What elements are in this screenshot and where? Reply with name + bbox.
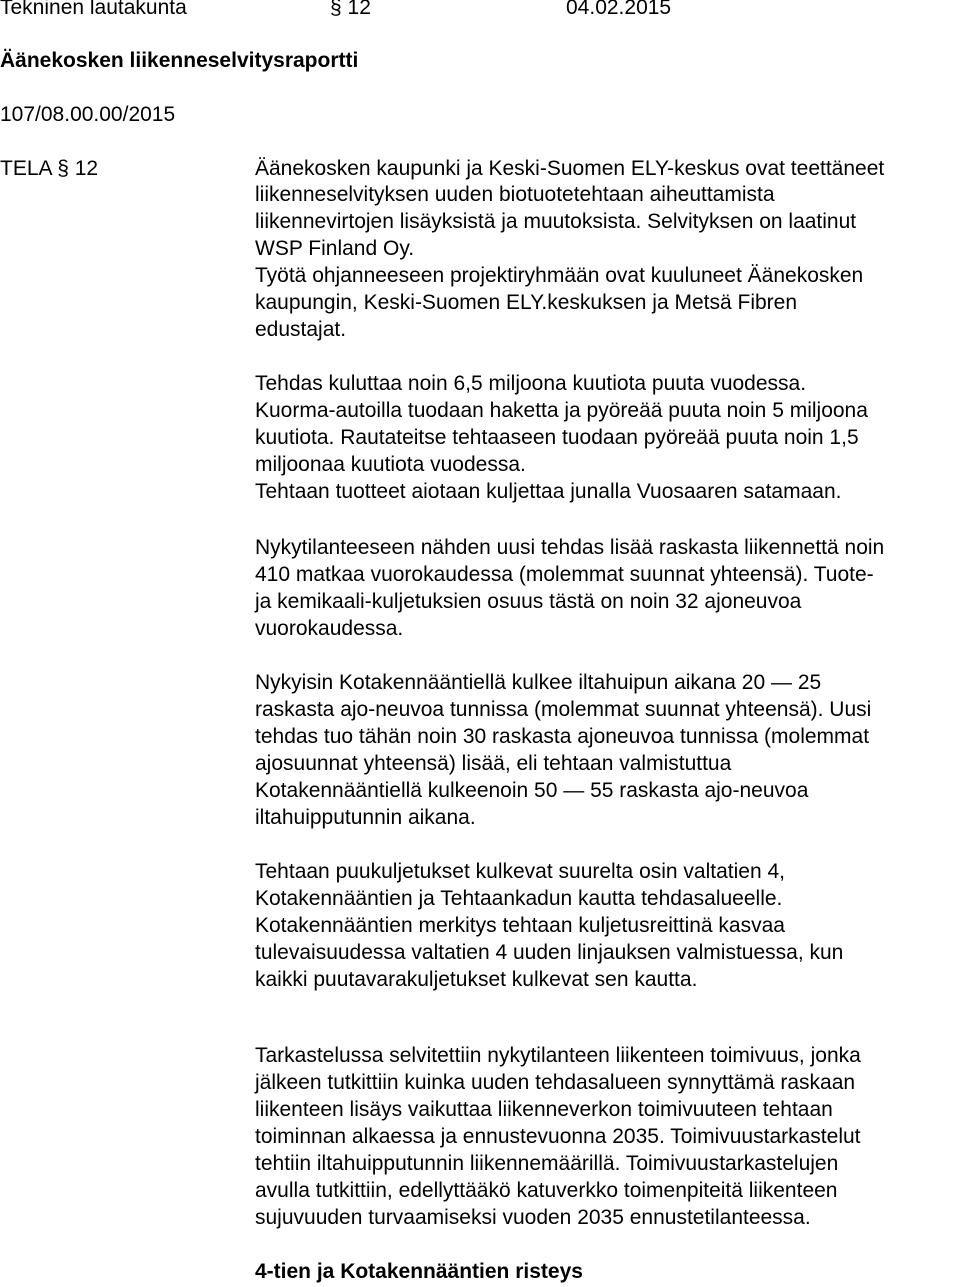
text-line: Kotakennääntiellä kulkeenoin 50 — 55 raskasta ajo-neuvoa: [255, 779, 809, 802]
paragraph-6: [255, 1042, 955, 1231]
document-title: Äänekosken liikenneselvitysraportti: [0, 49, 359, 72]
text-line: edustajat.: [255, 318, 347, 341]
text-line: kuutiota. Rautateitse tehtaaseen tuodaan pyöreää puuta noin 1,5: [255, 426, 859, 449]
meeting-date: 04.02.2015: [566, 0, 672, 19]
text-line: sujuvuuden turvaamiseksi vuoden 2035 ennustetilanteessa.: [255, 1206, 811, 1229]
paragraph-3: [255, 534, 955, 642]
item-label: TELA § 12: [0, 157, 99, 180]
text-line: tehtiin iltahuipputunnin liikennemäärillä. Toimivuustarkastelujen: [255, 1152, 839, 1175]
committee-name: Tekninen lautakunta: [0, 0, 187, 19]
paragraph-4: [255, 669, 955, 831]
text-line: toiminnan alkaessa ja ennustevuonna 2035. Toimivuustarkastelut: [255, 1125, 861, 1148]
text-line: miljoonaa kuutiota vuodessa.: [255, 453, 526, 476]
text-line: vuorokaudessa.: [255, 617, 404, 640]
text-line: kaupungin, Keski-Suomen ELY.keskuksen ja Metsä Fibren: [255, 291, 798, 314]
text-line: liikenteen lisäys vaikuttaa liikenneverkon toimivuuteen tehtaan: [255, 1098, 833, 1121]
text-line: liikennevirtojen lisäyksistä ja muutoksista. Selvityksen on laatinut: [255, 210, 857, 233]
text-line: tulevaisuudessa valtatien 4 uuden linjauksen valmistuessa, kun: [255, 941, 844, 964]
text-line: Tehtaan tuotteet aiotaan kuljettaa junalla Vuosaaren satamaan.: [255, 480, 842, 503]
text-line: ja kemikaali-kuljetuksien osuus tästä on noin 32 ajoneuvoa: [255, 590, 802, 613]
text-line: Nykytilanteeseen nähden uusi tehdas lisää raskasta liikennettä noin: [255, 536, 885, 559]
text-line: jälkeen tutkittiin kuinka uuden tehdasalueen synnyttämä raskaan: [255, 1071, 856, 1094]
text-line: tehdas tuo tähän noin 30 raskasta ajoneuvoa tunnissa (molemmat: [255, 725, 870, 748]
text-line: iltahuipputunnin aikana.: [255, 806, 476, 829]
text-line: Tehtaan puukuljetukset kulkevat suurelta osin valtatien 4,: [255, 860, 785, 883]
text-line: Työtä ohjanneeseen projektiryhmään ovat kuuluneet Äänekosken: [255, 264, 864, 287]
text-line: Kotakennääntien merkitys tehtaan kuljetusreittinä kasvaa: [255, 914, 785, 937]
text-line: 410 matkaa vuorokaudessa (molemmat suunnat yhteensä). Tuote-: [255, 563, 874, 586]
section-number: § 12: [330, 0, 371, 19]
text-line: Kuorma-autoilla tuodaan haketta ja pyöreää puuta noin 5 miljoona: [255, 399, 868, 422]
text-line: raskasta ajo-neuvoa tunnissa (molemmat suunnat yhteensä). Uusi: [255, 698, 872, 721]
paragraph-1: [255, 157, 955, 343]
text-line: ajosuunnat yhteensä) lisää, eli tehtaan valmistuttua: [255, 752, 732, 775]
text-line: Kotakennääntien ja Tehtaankadun kautta tehdasalueelle.: [255, 887, 783, 910]
text-line: Nykyisin Kotakennääntiellä kulkee iltahuipun aikana 20 — 25: [255, 671, 822, 694]
text-line: WSP Finland Oy.: [255, 237, 415, 260]
reference-number: 107/08.00.00/2015: [0, 103, 176, 126]
paragraph-5: [255, 858, 955, 993]
text-line: Tehdas kuluttaa noin 6,5 miljoona kuutiota puuta vuodessa.: [255, 372, 807, 395]
paragraph-2: [255, 370, 955, 505]
text-line: liikenneselvityksen uuden biotuotetehtaan aiheuttamista: [255, 183, 775, 206]
section-subheading: 4-tien ja Kotakennääntien risteys: [255, 1260, 583, 1283]
text-line: Äänekosken kaupunki ja Keski-Suomen ELY-keskus ovat teettäneet: [255, 157, 885, 180]
text-line: avulla tutkittiin, edellyttääkö katuverkko toimenpiteitä liikenteen: [255, 1179, 838, 1202]
text-line: kaikki puutavarakuljetukset kulkevat sen kautta.: [255, 968, 698, 991]
text-line: Tarkastelussa selvitettiin nykytilanteen liikenteen toimivuus, jonka: [255, 1044, 861, 1067]
